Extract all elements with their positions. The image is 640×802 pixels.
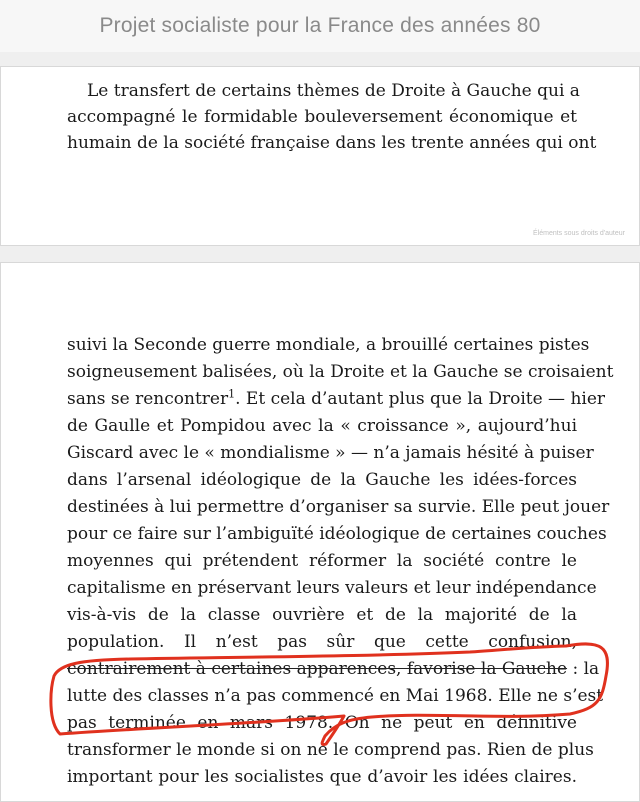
text-line: destinées à lui permettre d’organiser sa survie. Elle peut jouer: [67, 497, 610, 517]
footnote-marker[interactable]: 1: [228, 387, 236, 401]
text-line: Le transfert de certains thèmes de Droite à Gauche qui a: [87, 81, 580, 101]
page-2[interactable]: [0, 262, 640, 802]
text-line: lutte des classes n’a pas commencé en Mai 1968. Elle ne s’est: [67, 686, 604, 706]
text-line: pour ce faire sur l’ambiguïté idéologique de certaines couches: [67, 524, 607, 544]
text-line: soigneusement balisées, où la Droite et la Gauche se croisaient: [67, 362, 614, 382]
text-line: humain de la société française dans les trente années qui ont: [67, 133, 597, 153]
document-title: Projet socialiste pour la France des années 80: [99, 14, 541, 37]
text-line: de Gaulle et Pompidou avec la « croissance », aujourd’hui: [67, 416, 577, 436]
text-line: moyennes qui prétendent réformer la société contre le: [67, 551, 577, 571]
text-line: pas terminée en mars 1978. On ne peut en définitive: [67, 713, 577, 733]
text-line-struck: [67, 656, 600, 682]
text-segment: : la: [567, 659, 600, 679]
text-line: population. Il n’est pas sûr que cette confusion,: [67, 632, 577, 652]
text-line: suivi la Seconde guerre mondiale, a brouillé certaines pistes: [67, 335, 590, 355]
struck-text: contrairement à certaines apparences, favorise la Gauche: [67, 659, 568, 679]
text-line: vis-à-vis de la classe ouvrière et de la majorité de la: [67, 605, 577, 625]
text-line: accompagné le formidable bouleversement économique et: [67, 107, 577, 127]
page-1[interactable]: [0, 66, 640, 246]
document-header: [0, 0, 640, 52]
text-line: important pour les socialistes que d’avoir les idées claires.: [67, 767, 577, 787]
text-line-footnote: [67, 386, 606, 412]
copyright-notice: Éléments sous droits d'auteur: [533, 230, 625, 237]
text-line: Giscard avec le « mondialisme » — n’a jamais hésité à puiser: [67, 443, 594, 463]
text-line: capitalisme en préservant leurs valeurs et leur indépendance: [67, 578, 597, 598]
text-segment: . Et cela d’autant plus que la Droite — hier: [235, 389, 606, 409]
text-segment: sans se rencontrer: [67, 389, 229, 409]
text-line: dans l’arsenal idéologique de la Gauche les idées-forces: [67, 470, 577, 490]
text-line: transformer le monde si on ne le comprend pas. Rien de plus: [67, 740, 594, 760]
